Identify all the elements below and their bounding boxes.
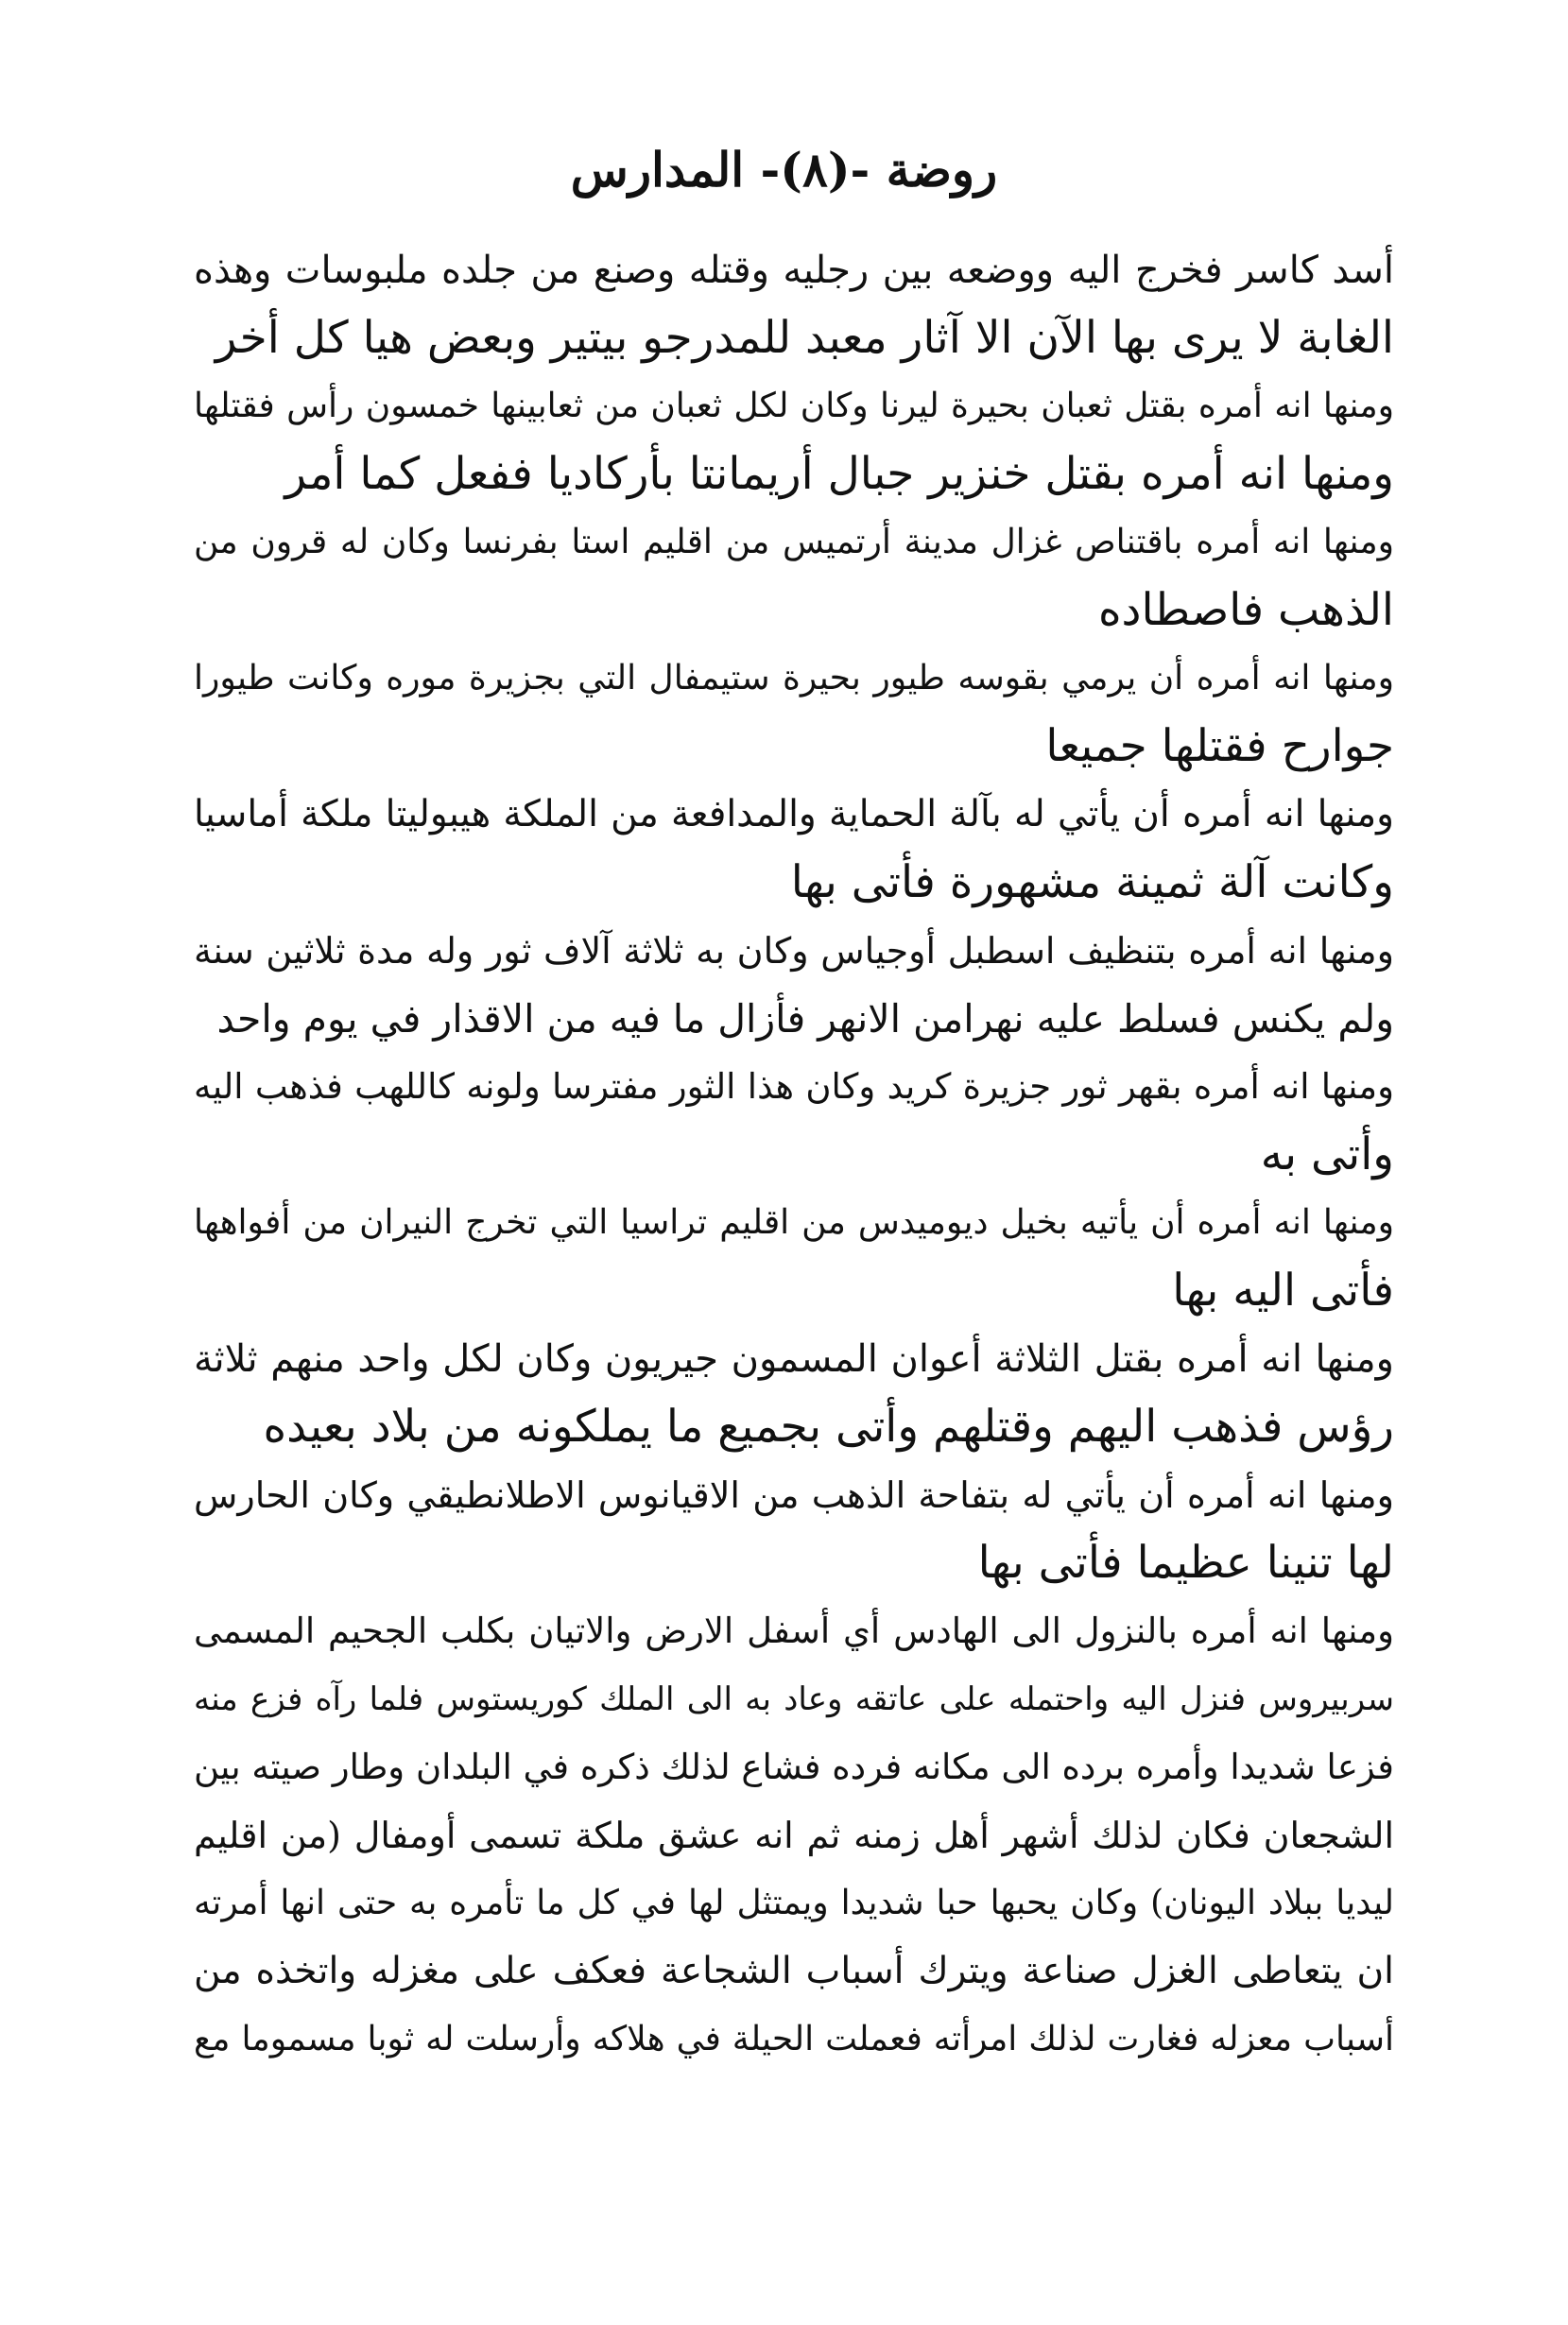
text-line: جوارح فقتلها جميعا — [1045, 720, 1394, 772]
text-line: ومنها انه أمره باقتناص غزال مدينة أرتميس من اقليم استا بفرنسا وكان له قرون من — [194, 523, 1394, 561]
page-header: روضة -(٨)- المدارس — [570, 142, 998, 198]
text-line: ليديا ببلاد اليونان) وكان يحبها حبا شديدا ويمتثل لها في كل ما تأمره به حتى انها أمرته — [194, 1884, 1394, 1922]
text-line: الشجعان فكان لذلك أشهر أهل زمنه ثم انه عشق ملكة تسمى أومفال (من اقليم — [194, 1815, 1394, 1856]
text-line: ومنها انه أمره بقتل الثلاثة أعوان المسمون جيريون وكان لكل واحد منهم ثلاثة — [194, 1337, 1394, 1381]
text-line: وأتى به — [1260, 1128, 1394, 1180]
text-line: ومنها انه أمره بقهر ثور جزيرة كريد وكان هذا الثور مفترسا ولونه كاللهب فذهب اليه — [194, 1066, 1394, 1107]
body-text — [194, 236, 1394, 2278]
text-line: سربيروس فنزل اليه واحتمله على عاتقه وعاد به الى الملك كوريستوس فلما رآه فزع منه — [194, 1680, 1394, 1718]
text-line: الغابة لا يرى بها الآن الا آثار معبد للمدرجو بيتير وبعض هيا كل أخر — [215, 312, 1394, 364]
text-line: لها تنينا عظيما فأتى بها — [977, 1537, 1394, 1589]
text-line: ان يتعاطى الغزل صناعة ويترك أسباب الشجاعة فعكف على مغزله واتخذه من — [194, 1950, 1394, 1992]
text-line: ومنها انه أمره بالنزول الى الهادس أي أسفل الارض والاتيان بكلب الجحيم المسمى — [194, 1610, 1394, 1651]
text-line: فزعا شديدا وأمره برده الى مكانه فرده فشاع لذلك ذكره في البلدان وطار صيته بين — [194, 1747, 1394, 1787]
text-line: أسباب معزله فغارت لذلك امرأته فعملت الحيلة في هلاكه وأرسلت له ثوبا مسموما مع — [194, 2020, 1394, 2058]
text-line: ومنها انه أمره أن يرمي بقوسه طيور بحيرة ستيمفال التي بجزيرة موره وكانت طيورا — [194, 659, 1394, 698]
text-line: وكانت آلة ثمينة مشهورة فأتى بها — [790, 856, 1394, 908]
text-line: ولم يكنس فسلط عليه نهرامن الانهر فأزال ما فيه من الاقذار في يوم واحد — [216, 996, 1394, 1042]
text-line: ومنها انه أمره بقتل خنزير جبال أريمانتا بأركاديا ففعل كما أمر — [284, 448, 1394, 500]
text-line: أسد كاسر فخرج اليه ووضعه بين رجليه وقتله وصنع من جلده ملبوسات وهذه — [194, 249, 1394, 292]
text-line: رؤس فذهب اليهم وقتلهم وأتى بجميع ما يملكونه من بلاد بعيده — [263, 1401, 1394, 1453]
text-line: ومنها انه أمره بتنظيف اسطبل أوجياس وكان به ثلاثة آلاف ثور وله مدة ثلاثين سنة — [194, 930, 1394, 972]
text-line: فأتى اليه بها — [1172, 1265, 1394, 1317]
text-line: ومنها انه أمره أن يأتي له بآلة الحماية والمدافعة من الملكة هيبوليتا ملكة أماسيا — [194, 793, 1394, 835]
text-line: الذهب فاصطاده — [1097, 584, 1394, 636]
text-line: ومنها انه أمره بقتل ثعبان بحيرة ليرنا وكان لكل ثعبان من ثعابينها خمسون رأس فقتلها — [194, 387, 1394, 425]
text-line: ومنها انه أمره أن يأتيه بخيل ديوميدس من اقليم تراسيا التي تخرج النيران من أفواهها — [194, 1203, 1394, 1242]
text-line: ومنها انه أمره أن يأتي له بتفاحة الذهب من الاقيانوس الاطلانطيقي وكان الحارس — [194, 1474, 1394, 1516]
